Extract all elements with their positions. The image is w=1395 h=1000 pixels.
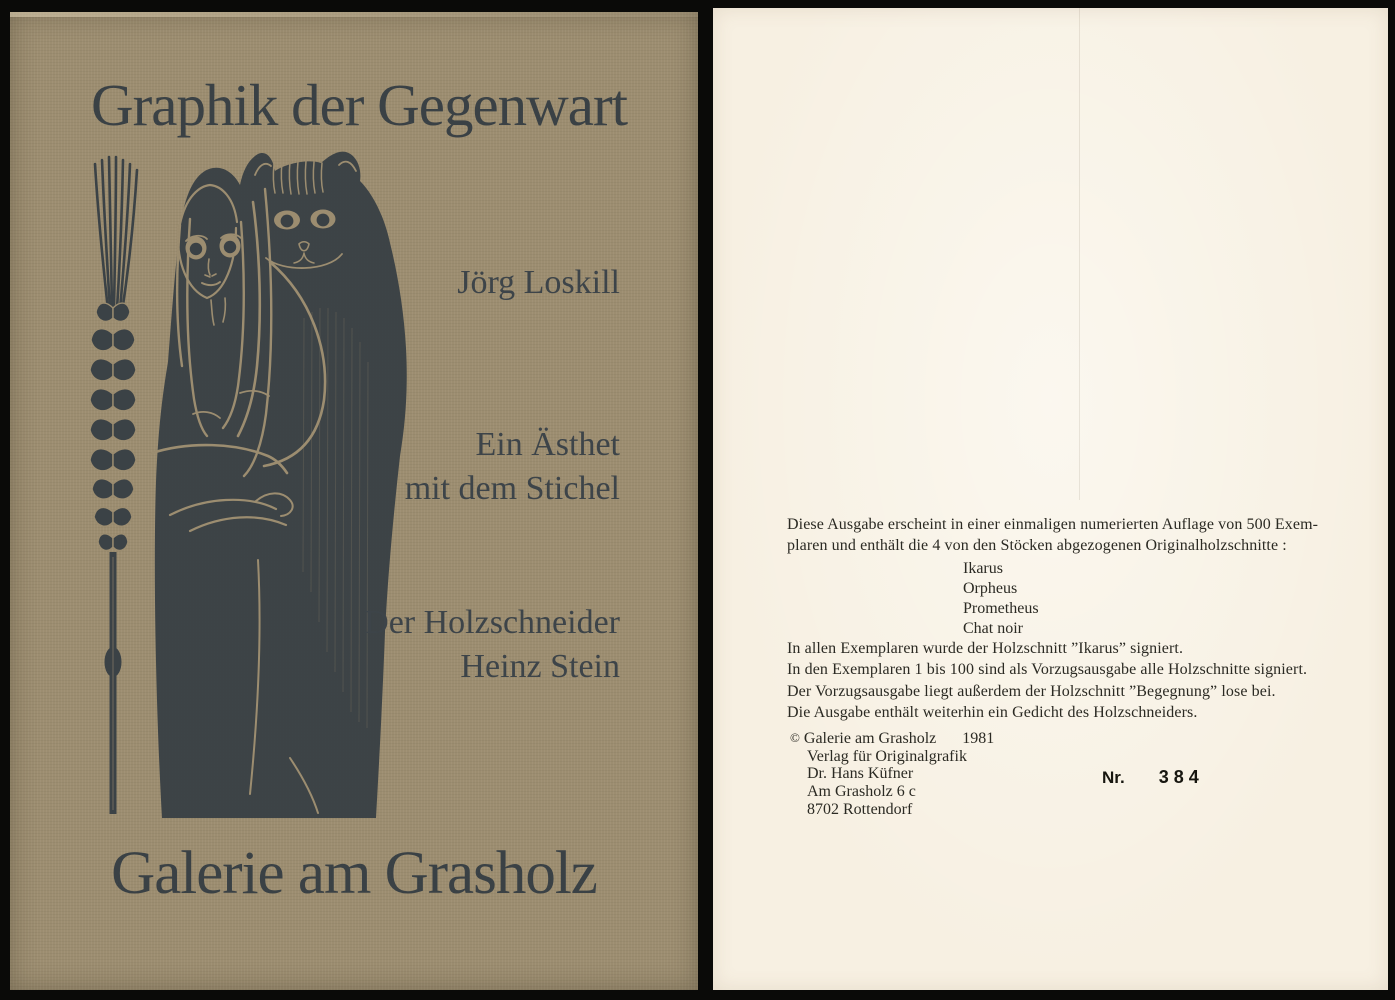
imprint-city: 8702 Rottendorf [807, 800, 913, 818]
imprint-year: 1981 [962, 730, 995, 747]
paper-crease [1079, 8, 1080, 500]
imprint-copyright-line [790, 729, 994, 748]
woodcut-title-list [963, 559, 1039, 639]
cover-subtitle-line2: mit dem Stichel [404, 470, 620, 507]
signing-paragraph-line3: Der Vorzugsausgabe liegt außerdem der Holzschnitt ”Begegnung” lose bei. [787, 682, 1276, 700]
imprint-person: Dr. Hans Küfner [807, 765, 914, 783]
edition-paragraph-line1: Diese Ausgabe erscheint in einer einmaligen numerierten Auflage von 500 Exem- [787, 516, 1319, 533]
imprint-block [790, 729, 994, 819]
signing-paragraph [787, 638, 1307, 723]
mother-and-cat-figure [152, 152, 407, 818]
signing-paragraph-line4: Die Ausgabe enthält weiterhin ein Gedicht des Holzschneiders. [787, 703, 1198, 721]
cover-role-line1: Der Holzschneider [364, 604, 620, 641]
cover-subtitle-line1: Ein Ästhet [475, 426, 620, 463]
woodcut-title: Orpheus [963, 580, 1018, 597]
woodcut-title: Chat noir [963, 620, 1023, 637]
imprint-street: Am Grasholz 6 c [807, 783, 916, 801]
cover-series-title: Graphik der Gegenwart [91, 72, 627, 138]
colophon-page [713, 8, 1388, 990]
edition-number-label: Nr. [1102, 768, 1125, 787]
signing-paragraph-line1: In allen Exemplaren wurde der Holzschnitt ”Ikarus” signiert. [787, 640, 1184, 657]
edition-number-row [1102, 767, 1204, 788]
edition-paragraph [787, 514, 1318, 557]
signing-paragraph-line2: In den Exemplaren 1 bis 100 sind als Vorzugsausgabe alle Holzschnitte signiert. [787, 661, 1308, 679]
cover-subtitle [405, 423, 620, 511]
woodcut-title: Ikarus [963, 560, 1003, 577]
imprint-gallery: Galerie am Grasholz [803, 730, 937, 747]
cover-role-line2: Heinz Stein [460, 648, 620, 685]
cover-gallery-title: Galerie am Grasholz [111, 840, 597, 907]
copyright-icon: © [790, 730, 800, 745]
book-cover [10, 12, 698, 990]
imprint-publisher: Verlag für Originalgrafik [807, 747, 967, 765]
cover-role [364, 601, 620, 689]
cover-author: Jörg Loskill [457, 264, 620, 301]
edition-paragraph-line2: plaren und enthält die 4 von den Stöcken abgezogenen Originalholzschnitte : [787, 537, 1287, 555]
woodcut-title: Prometheus [963, 600, 1039, 617]
wheat-ear-icon [90, 157, 137, 814]
edition-number-stamp: 384 [1158, 767, 1204, 787]
